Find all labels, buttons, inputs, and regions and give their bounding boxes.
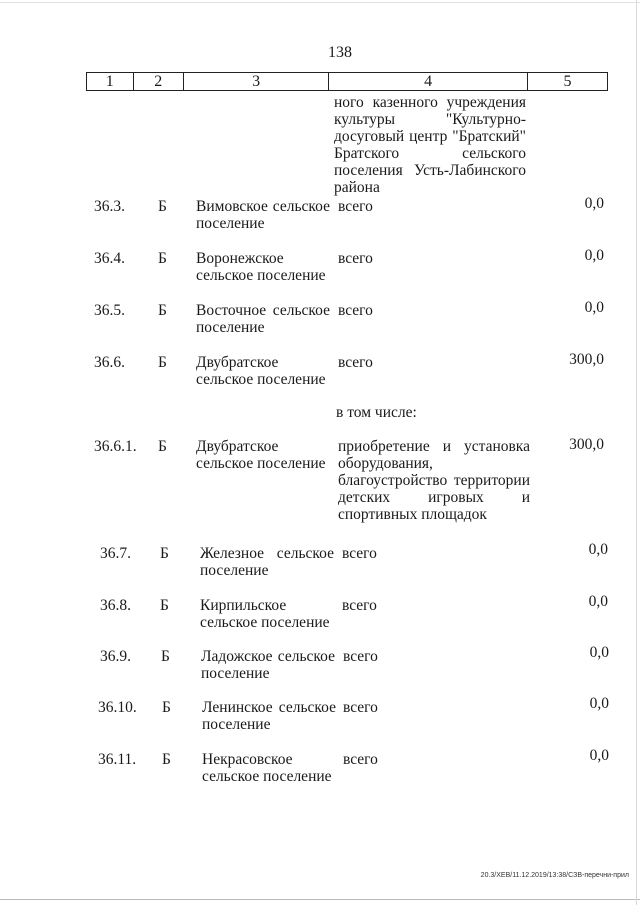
row-category: Б	[158, 198, 167, 215]
header-col-4: 4	[329, 73, 528, 91]
sub-header: в том числе:	[336, 404, 417, 421]
header-col-5: 5	[527, 73, 607, 91]
table-header	[86, 72, 608, 91]
row-value: 300,0	[569, 436, 604, 453]
row-category: Б	[160, 545, 169, 562]
row-category: Б	[162, 699, 171, 716]
row-category: Б	[158, 302, 167, 319]
row-description: приобретение и установка оборудования, благоустройство территории детских игровых и спортивных площадок	[338, 438, 530, 523]
row-settlement: Ленинское сельское поселение	[202, 699, 336, 733]
row-value: 300,0	[569, 351, 604, 368]
row-description: всего	[338, 198, 373, 215]
row-number: 36.6.1.	[94, 438, 137, 455]
row-settlement: Двубратское сельское поселение	[196, 354, 326, 388]
page-number: 138	[328, 44, 352, 61]
row-value: 0,0	[589, 644, 609, 661]
row-settlement: Восточное сельское поселение	[196, 302, 330, 336]
row-value: 0,0	[584, 299, 604, 316]
row-category: Б	[158, 438, 167, 455]
row-value: 0,0	[589, 747, 609, 764]
row-category: Б	[158, 354, 167, 371]
row-settlement: Кирпильское сельское поселение	[200, 597, 330, 631]
row-description: всего	[343, 699, 378, 716]
row-number: 36.7.	[100, 545, 131, 562]
row-settlement: Некрасовское сельское поселение	[202, 751, 332, 785]
row-value: 0,0	[589, 695, 609, 712]
row-settlement: Воронежское сельское поселение	[196, 250, 326, 284]
header-col-3: 3	[183, 73, 328, 91]
scan-edge-right	[636, 0, 637, 905]
continuation-text: ного казенного учреждения культуры "Культурно-досуговый центр "Братский" Братского сельского поселения Усть-Лабинского района	[334, 94, 526, 196]
row-description: всего	[343, 751, 378, 768]
row-category: Б	[161, 648, 170, 665]
row-settlement: Железное сельское поселение	[200, 545, 334, 579]
scan-edge-top	[0, 2, 640, 3]
row-description: всего	[342, 597, 377, 614]
row-value: 0,0	[588, 541, 608, 558]
row-settlement: Вимовское сельское поселение	[196, 198, 330, 232]
row-number: 36.5.	[94, 302, 125, 319]
row-value: 0,0	[584, 247, 604, 264]
row-number: 36.3.	[94, 198, 125, 215]
header-col-2: 2	[133, 73, 183, 91]
row-value: 0,0	[584, 195, 604, 212]
row-value: 0,0	[588, 593, 608, 610]
row-description: всего	[338, 302, 373, 319]
header-col-1: 1	[87, 73, 134, 91]
row-category: Б	[162, 751, 171, 768]
row-number: 36.6.	[94, 354, 125, 371]
scan-edge-bottom	[0, 899, 640, 900]
row-description: всего	[342, 545, 377, 562]
document-footer: 20.3/ХЕВ/11.12.2019/13:38/СЗВ-перечни-прил	[480, 872, 629, 879]
row-category: Б	[160, 597, 169, 614]
row-number: 36.9.	[100, 648, 131, 665]
row-number: 36.4.	[94, 250, 125, 267]
row-settlement: Двубратское сельское поселение	[196, 438, 326, 472]
row-settlement: Ладожское сельское поселение	[201, 648, 335, 682]
row-category: Б	[158, 250, 167, 267]
row-number: 36.11.	[98, 751, 137, 768]
row-number: 36.8.	[100, 597, 131, 614]
row-description: всего	[338, 354, 373, 371]
row-description: всего	[338, 250, 373, 267]
row-description: всего	[343, 648, 378, 665]
row-number: 36.10.	[98, 699, 137, 716]
